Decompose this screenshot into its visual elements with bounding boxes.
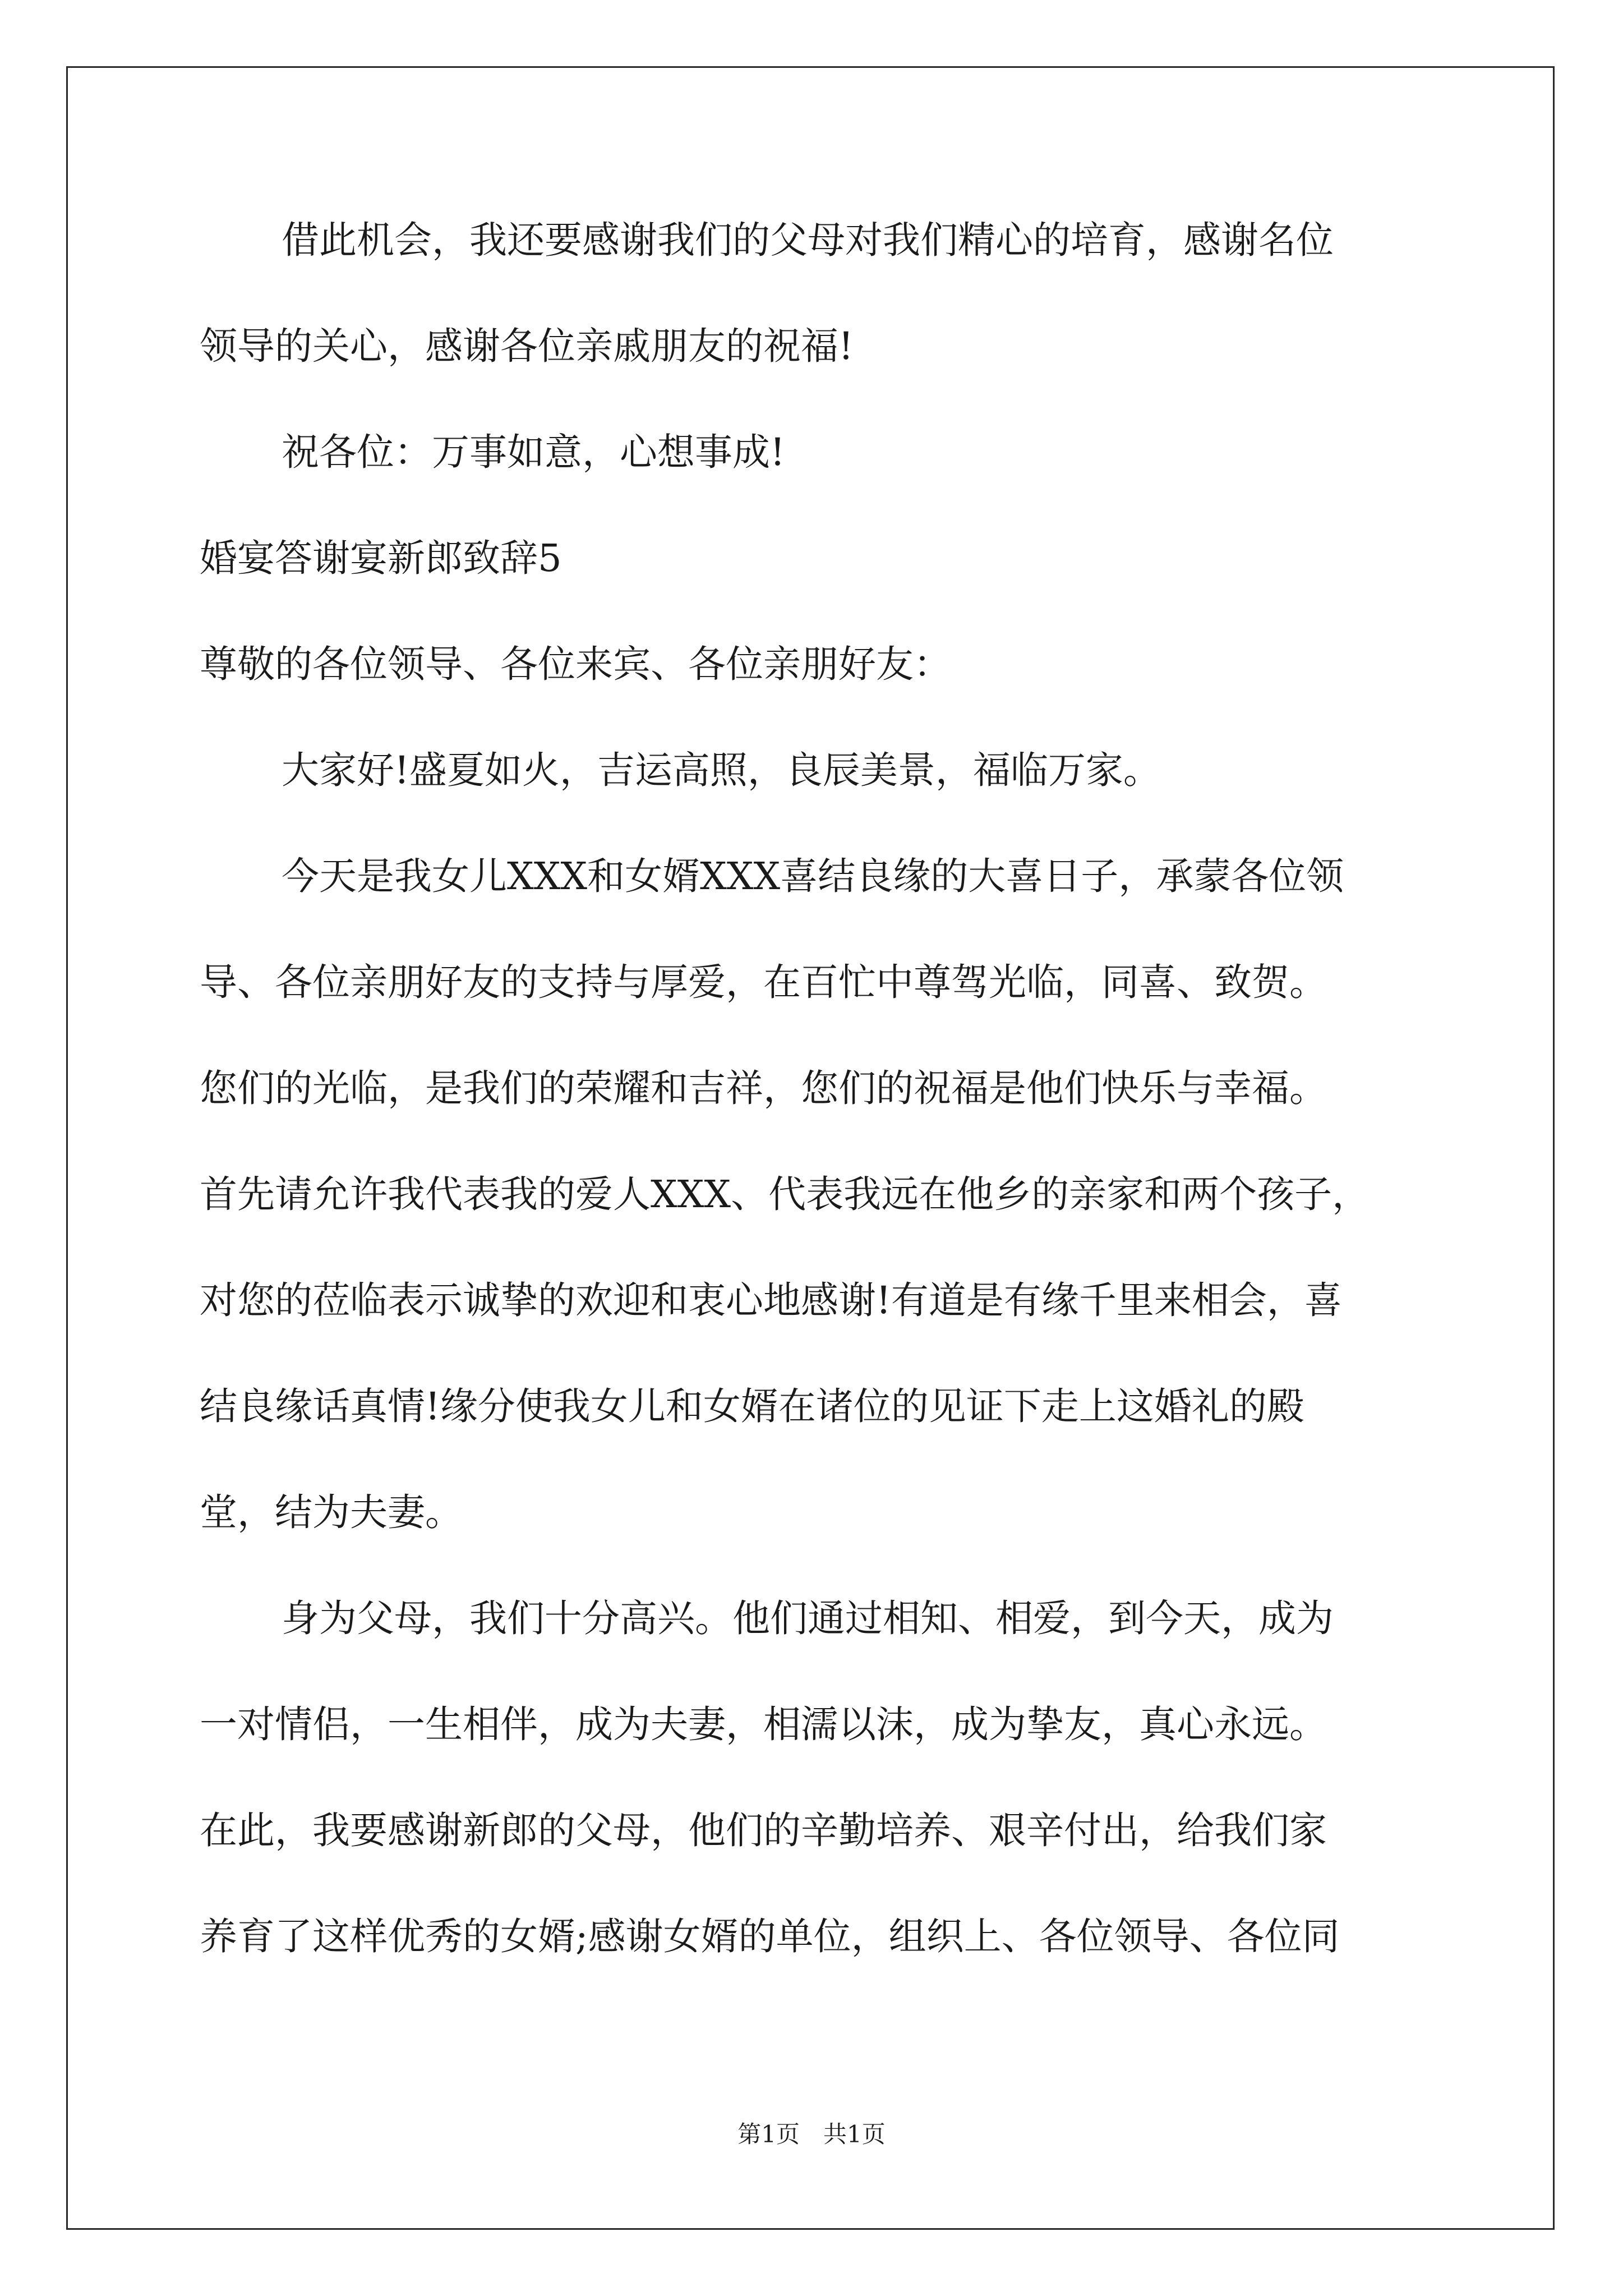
paragraph-line: 对您的莅临表示诚挚的欢迎和衷心地感谢!有道是有缘千里来相会，喜 bbox=[200, 1278, 1342, 1322]
paragraph-line: 今天是我女儿XXX和女婿XXX喜结良缘的大喜日子，承蒙各位领 bbox=[282, 854, 1344, 898]
paragraph-line: 一对情侣，一生相伴，成为夫妻，相濡以沫，成为挚友，真心永远。 bbox=[200, 1703, 1327, 1746]
paragraph-line: 在此，我要感谢新郎的父母，他们的辛勤培养、艰辛付出，给我们家 bbox=[200, 1809, 1327, 1852]
document-body bbox=[200, 218, 1432, 2024]
paragraph-line: 导、各位亲朋好友的支持与厚爱，在百忙中尊驾光临，同喜、致贺。 bbox=[200, 960, 1327, 1004]
paragraph-line: 身为父母，我们十分高兴。他们通过相知、相爱，到今天，成为 bbox=[282, 1596, 1334, 1640]
page-footer: 第1页 共1页 bbox=[737, 2120, 886, 2148]
paragraph-line: 借此机会，我还要感谢我们的父母对我们精心的培育，感谢名位 bbox=[282, 218, 1334, 262]
section-heading: 婚宴答谢宴新郎致辞5 bbox=[200, 536, 562, 580]
salutation: 尊敬的各位领导、各位来宾、各位亲朋好友： bbox=[200, 642, 951, 686]
paragraph-line: 领导的关心，感谢各位亲戚朋友的祝福! bbox=[200, 324, 854, 368]
paragraph-line: 首先请允许我代表我的爱人XXX、代表我远在他乡的亲家和两个孩子， bbox=[200, 1172, 1370, 1216]
paragraph-line: 结良缘话真情!缘分使我女儿和女婿在诸位的见证下走上这婚礼的殿 bbox=[200, 1384, 1304, 1428]
paragraph-line: 堂，结为夫妻。 bbox=[200, 1490, 463, 1534]
paragraph-line: 养育了这样优秀的女婿;感谢女婿的单位，组织上、各位领导、各位同 bbox=[200, 1915, 1340, 1958]
paragraph-line: 祝各位：万事如意，心想事成! bbox=[282, 430, 785, 474]
paragraph-line: 大家好!盛夏如火，吉运高照，良辰美景，福临万家。 bbox=[282, 748, 1161, 792]
paragraph-line: 您们的光临，是我们的荣耀和吉祥，您们的祝福是他们快乐与幸福。 bbox=[200, 1066, 1327, 1110]
